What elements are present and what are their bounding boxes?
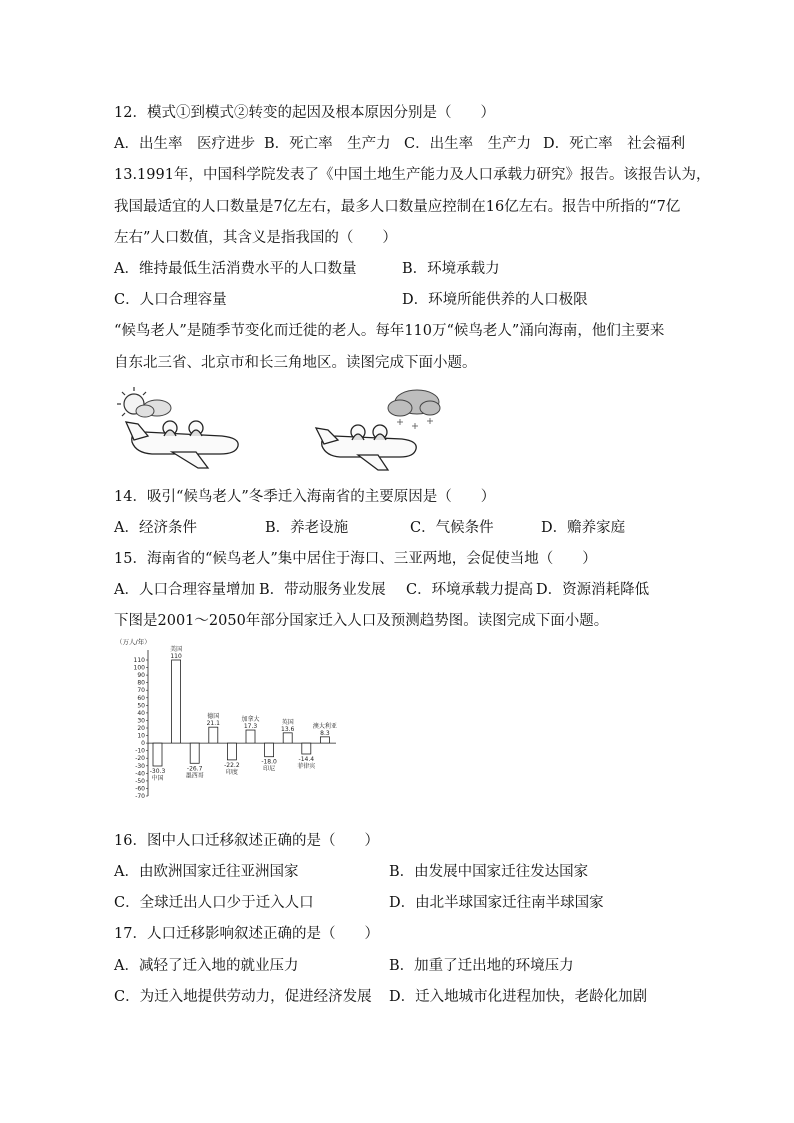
y-tick-label: 90 [137,672,145,680]
q12-option-d: D．死亡率 社会福利 [543,136,686,152]
category-label: 加拿大 [241,716,260,724]
y-tick-label: 50 [137,702,145,710]
q15-option-b: B．带动服务业发展 [259,582,386,598]
q15-option-d: D．资源消耗降低 [536,582,650,598]
category-label: 印尼 [263,765,276,773]
bar [227,743,236,760]
bar [302,743,311,754]
y-tick-label: -60 [135,785,145,793]
y-tick-label: -70 [135,793,145,800]
y-tick-label: -10 [135,747,145,755]
value-label: -30.3 [149,768,166,776]
y-tick-label: -40 [135,770,145,778]
q14-option-d: D．赡养家庭 [541,520,626,536]
q16-option-c: C．全球迁出人口少于迁入人口 [114,895,314,911]
q14-option-a: A．经济条件 [114,520,197,536]
category-label: 墨西哥 [185,772,204,780]
q15-option-c: C．环境承载力提高 [406,582,534,598]
value-label: 21.1 [206,720,220,728]
y-tick-label: 60 [137,694,145,702]
value-label: -18.0 [261,758,277,766]
q15-option-a: A．人口合理容量增加 [114,582,255,598]
y-tick-label: 20 [137,725,145,732]
q13-option-a: A．维持最低生活消费水平的人口数量 [114,261,357,277]
category-label: 美国 [170,646,183,653]
q13-stem-line-3: 左右”人口数值，其含义是指我国的（ ） [114,230,397,246]
q13-stem-line-2: 我国最适宜的人口数量是7亿左右，最多人口数量应控制在16亿左右。报告中所指的“7亿 [114,199,681,215]
migration-bar-chart [114,636,354,804]
q17-option-c: C．为迁入地提供劳动力，促进经济发展 [114,989,372,1005]
y-tick-label: 30 [137,717,145,725]
q14-option-c: C．气候条件 [410,520,494,536]
q13-option-d: D．环境所能供养的人口极限 [402,292,588,308]
q12-option-c: C．出生率 生产力 [404,136,532,152]
airplane-left-icon [126,421,238,468]
category-label: 中国 [151,775,164,783]
bar [320,737,329,743]
y-tick-label: -30 [135,762,145,770]
category-label: 澳大利亚 [312,722,337,730]
y-tick-label: -50 [135,777,145,785]
intro-14-line-2: 自东北三省、北京市和长三角地区。读图完成下面小题。 [114,355,477,371]
y-tick-label: 110 [133,657,145,664]
q17-option-d: D．迁入地城市化进程加快，老龄化加剧 [389,989,648,1005]
y-tick-label: 10 [137,732,145,740]
q17-option-a: A．减轻了迁入地的就业压力 [114,958,299,974]
value-label: 17.3 [243,723,258,731]
q16-option-d: D．由北半球国家迁往南半球国家 [389,895,604,911]
y-tick-label: 70 [137,687,145,695]
q17-stem: 17．人口迁移影响叙述正确的是（ ） [114,926,379,942]
y-tick-label: 80 [137,679,145,687]
q13-option-c: C．人口合理容量 [114,292,227,308]
y-tick-label: 100 [133,664,145,672]
intro-14-line-1: “候鸟老人”是随季节变化而迁徙的老人。每年110万“候鸟老人”涌向海南，他们主要来 [114,323,665,339]
airplane-right-icon [316,425,416,470]
y-tick-label: -20 [135,755,145,763]
value-label: -22.2 [224,761,240,769]
bar [246,730,255,743]
bar [190,743,199,763]
snowflake-icons [397,418,433,429]
q12-option-b: B．死亡率 生产力 [264,136,391,152]
bar [172,660,181,743]
q12-option-a: A．出生率 医疗进步 [114,136,255,152]
q12-stem: 12．模式①到模式②转变的起因及根本原因分别是（ ） [114,105,495,121]
q13-option-b: B．环境承载力 [402,261,500,277]
q17-option-b: B．加重了迁出地的环境压力 [389,958,574,974]
category-label: 英国 [281,718,294,726]
y-tick-label: 0 [141,740,145,748]
q14-option-b: B．养老设施 [265,520,349,536]
category-label: 德国 [207,713,220,721]
chart-ylabel: （万人/年） [116,638,151,646]
value-label: -14.4 [298,755,315,763]
intro-16: 下图是2001～2050年部分国家迁入人口及预测趋势图。读图完成下面小题。 [114,613,609,629]
bar [209,727,218,743]
value-label: 8.3 [320,729,330,737]
q14-stem: 14．吸引“候鸟老人”冬季迁入海南省的主要原因是（ ） [114,489,496,505]
q15-stem: 15．海南省的“候鸟老人”集中居住于海口、三亚两地，会促使当地（ ） [114,551,597,567]
bar [265,743,274,757]
category-label: 菲律宾 [297,762,316,770]
value-label: -26.7 [186,765,203,773]
q16-option-a: A．由欧洲国家迁往亚洲国家 [114,864,299,880]
q16-option-b: B．由发展中国家迁往发达国家 [389,864,589,880]
value-label: 110 [170,653,182,660]
migrating-seniors-illustration [112,384,442,472]
snow-cloud-icon [388,390,440,416]
value-label: 13.6 [281,725,295,733]
q16-stem: 16．图中人口迁移叙述正确的是（ ） [114,833,379,849]
bar [153,743,162,766]
bar [283,733,292,743]
category-label: 印度 [225,768,238,776]
y-tick-label: 40 [137,709,145,717]
q13-stem-line-1: 13.1991年，中国科学院发表了《中国土地生产能力及人口承载力研究》报告。该报告认为， [114,167,711,183]
